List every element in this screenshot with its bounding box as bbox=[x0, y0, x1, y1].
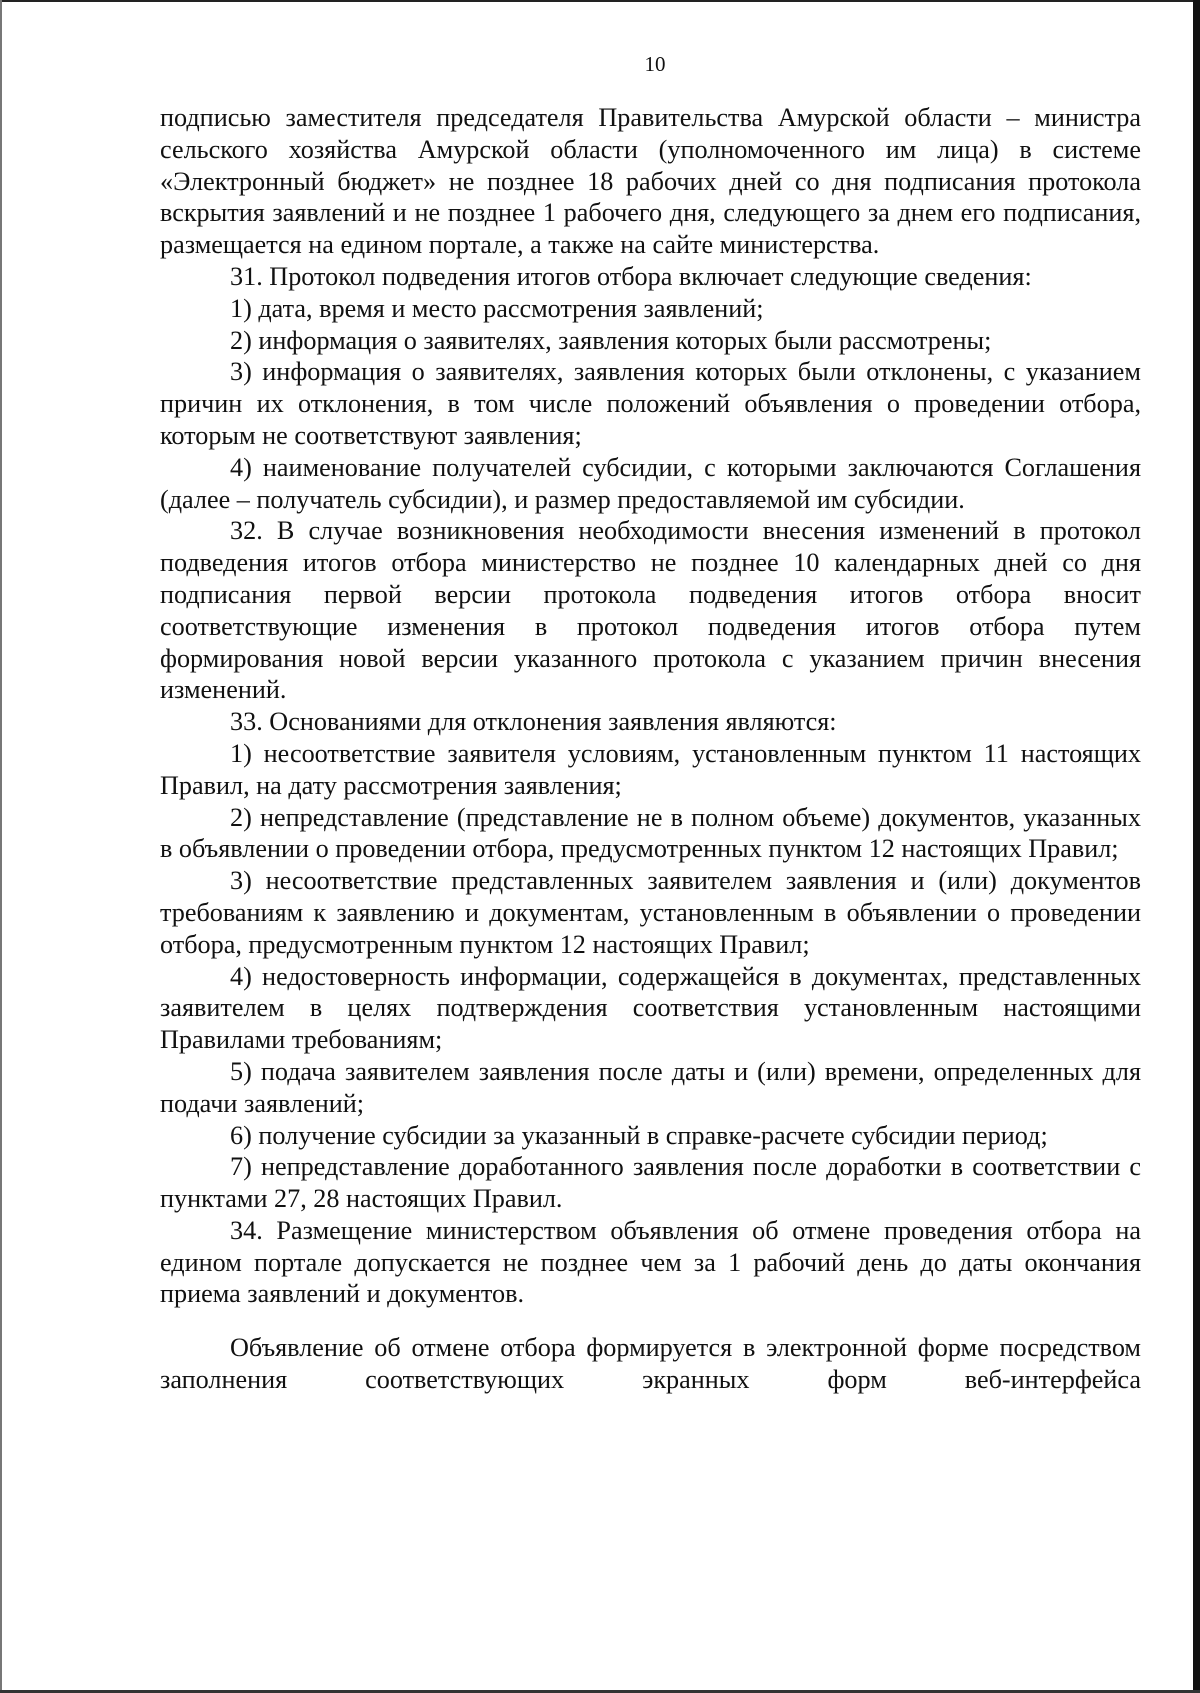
paragraph-clause-33: 33. Основаниями для отклонения заявления являются: bbox=[230, 707, 837, 737]
paragraph-clause-33-item-6: 6) получение субсидии за указанный в справке-расчете субсидии период; bbox=[230, 1120, 1048, 1150]
paragraph-clause-34: 34. Размещение министерством объявления об отмене проведения отбора на едином портале допускается не позднее чем за 1 рабочий день до даты окончания приема заявлений и документов. bbox=[160, 1215, 1141, 1309]
page-number: 10 bbox=[644, 52, 666, 76]
paragraph-clause-32: 32. В случае возникновения необходимости внесения изменений в протокол подведения итогов отбора министерство не позднее 10 календарных дней со дня подписания первой версии протокола подведения итогов отбора вносит соответствующие изменения в протокол подведения итогов отбора путем формирования новой версии указанного протокола с указанием причин внесения изменений. bbox=[160, 516, 1141, 705]
scan-edge-left bbox=[0, 0, 2, 1693]
paragraph-clause-31: 31. Протокол подведения итогов отбора включает следующие сведения: bbox=[230, 261, 1032, 291]
paragraph-clause-31-item-3: 3) информация о заявителях, заявления которых были отклонены, с указанием причин их отклонения, в том числе положений объявления о проведении отбора, которым не соответствуют заявления; bbox=[160, 357, 1141, 450]
paragraph-clause-33-item-3: 3) несоответствие представленных заявителем заявления и (или) документов требованиям к заявлению и документам, установленным в объявлении о проведении отбора, предусмотренным пунктом 12 настоящих Правил; bbox=[160, 866, 1141, 959]
scan-edge-top bbox=[0, 0, 1200, 2]
paragraph-clause-33-item-4: 4) недостоверность информации, содержащейся в документах, представленных заявителем в целях подтверждения соответствия установленным настоящими Правилами требованиям; bbox=[160, 961, 1141, 1055]
paragraph-clause-31-item-2: 2) информация о заявителях, заявления которых были рассмотрены; bbox=[230, 325, 992, 355]
scan-edge-right bbox=[1193, 0, 1200, 1693]
paragraph-clause-33-item-1: 1) несоответствие заявителя условиям, установленным пунктом 11 настоящих Правил, на дату рассмотрения заявления; bbox=[160, 738, 1141, 800]
paragraph-clause-31-item-1: 1) дата, время и место рассмотрения заявлений; bbox=[230, 293, 764, 323]
paragraph-clause-33-item-7: 7) непредставление доработанного заявления после доработки в соответствии с пунктами 27, 28 настоящих Правил. bbox=[160, 1152, 1141, 1214]
document-body bbox=[160, 102, 1141, 1396]
paragraph-clause-31-item-4: 4) наименование получателей субсидии, с которыми заключаются Соглашения (далее – получатель субсидии), и размер предоставляемой им субсидии. bbox=[160, 452, 1141, 514]
paragraph-clause-33-item-2: 2) непредставление (представление не в полном объеме) документов, указанных в объявлении о проведении отбора, предусмотренных пунктом 12 настоящих Правил; bbox=[160, 802, 1141, 864]
paragraph-clause-33-item-5: 5) подача заявителем заявления после даты и (или) времени, определенных для подачи заявлений; bbox=[160, 1056, 1141, 1118]
paragraph-continuation: подписью заместителя председателя Правительства Амурской области – министра сельского хозяйства Амурской области (уполномоченного им лица) в системе «Электронный бюджет» не позднее 18 рабочих дней со дня подписания протокола вскрытия заявлений и не позднее 1 рабочего дня, следующего за днем его подписания, размещается на едином портале, а также на сайте министерства. bbox=[160, 103, 1141, 260]
paragraph-cancellation-notice: Объявление об отмене отбора формируется в электронной форме посредством заполнения соответствующих экранных форм веб-интерфейса bbox=[160, 1333, 1141, 1395]
